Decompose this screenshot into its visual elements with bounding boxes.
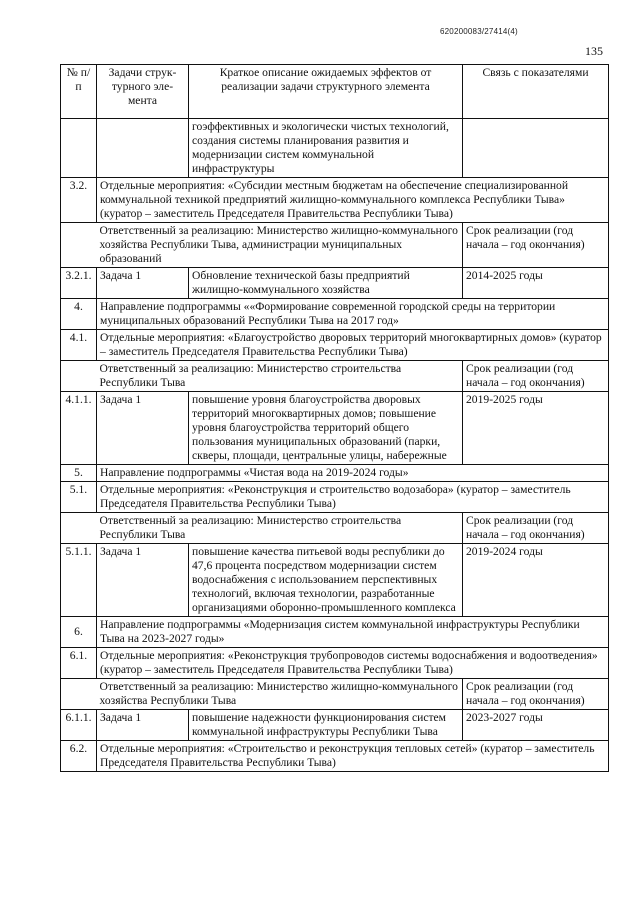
- cell-empty: [61, 223, 97, 268]
- header-num: № п/п: [61, 65, 97, 119]
- cell-num: 6.1.: [61, 648, 97, 679]
- table-row: [61, 513, 609, 544]
- cell-num: 6.1.1.: [61, 710, 97, 741]
- cell-empty: [61, 513, 97, 544]
- cell-responsible: Ответственный за реализацию: Министерство жилищно-коммунального хозяйства Республики Тыва, администрации муниципальных образований: [97, 223, 463, 268]
- table-row: [61, 710, 609, 741]
- table-row: [61, 268, 609, 299]
- table-row: [61, 119, 609, 178]
- cell-measure: Отдельные мероприятия: «Реконструкция и строительство водозабора» (куратор – заместитель Председателя Правительства Республики Тыва): [97, 482, 609, 513]
- cell-num: 4.1.: [61, 330, 97, 361]
- header-description: Краткое описание ожидаемых эффектов от реализации задачи структурного элемента: [189, 65, 463, 119]
- cell-measure: Отдельные мероприятия: «Строительство и реконструкция тепловых сетей» (куратор – заместитель Председателя Правительства Республики Тыва): [97, 741, 609, 772]
- cell-num: 5.1.: [61, 482, 97, 513]
- table-row: [61, 741, 609, 772]
- cell-term: Срок реализации (год начала – год окончания): [463, 513, 609, 544]
- cell-num: 6.: [61, 617, 97, 648]
- table-row: [61, 482, 609, 513]
- cell-empty: [97, 119, 189, 178]
- cell-link: 2023-2027 годы: [463, 710, 609, 741]
- cell-num: 3.2.: [61, 178, 97, 223]
- table-row: [61, 679, 609, 710]
- table-row: [61, 361, 609, 392]
- header-link: Связь с показателями: [463, 65, 609, 119]
- table-row: [61, 544, 609, 617]
- cell-task: Задача 1: [97, 268, 189, 299]
- cell-empty: [61, 361, 97, 392]
- cell-direction: Направление подпрограммы ««Формирование современной городской среды на территории муниципальных образований Республики Тыва на 2017 год»: [97, 299, 609, 330]
- cell-link: 2019-2024 годы: [463, 544, 609, 617]
- cell-term: Срок реализации (год начала – год окончания): [463, 679, 609, 710]
- cell-num: 4.1.1.: [61, 392, 97, 465]
- table-row: [61, 178, 609, 223]
- cell-description: повышение надежности функционирования систем коммунальной инфраструктуры Республики Тыва: [189, 710, 463, 741]
- cell-description: повышение качества питьевой воды республики до 47,6 процента посредством модернизации систем водоснабжения с использованием перспективных технологий, включая технологии, разработанные организациями оборонно-промышленного комплекса: [189, 544, 463, 617]
- cell-description: повышение уровня благоустройства дворовых территорий многоквартирных домов; повышение уровня благоустройства территорий общего пользования муниципальных образований (парки, скверы, площади, центральные улицы, набережные: [189, 392, 463, 465]
- cell-task: Задача 1: [97, 544, 189, 617]
- table-row: [61, 223, 609, 268]
- table-row: [61, 648, 609, 679]
- cell-measure: Отдельные мероприятия: «Субсидии местным бюджетам на обеспечение специализированной коммунальной техникой предприятий жилищно-коммунального комплекса Республики Тыва» (куратор – заместитель Председателя Правительства Республики Тыва): [97, 178, 609, 223]
- cell-empty: [61, 119, 97, 178]
- cell-direction: Направление подпрограммы «Чистая вода на 2019-2024 годы»: [97, 465, 609, 482]
- cell-num: 5.: [61, 465, 97, 482]
- cell-direction: Направление подпрограммы «Модернизация систем коммунальной инфраструктуры Республики Тыва на 2023-2027 годы»: [97, 617, 609, 648]
- table-row: [61, 299, 609, 330]
- cell-term: Срок реализации (год начала – год окончания): [463, 223, 609, 268]
- document-id: 620200083/27414(4): [440, 27, 518, 36]
- cell-responsible: Ответственный за реализацию: Министерство строительства Республики Тыва: [97, 361, 463, 392]
- cell-description: Обновление технической базы предприятий жилищно-коммунального хозяйства: [189, 268, 463, 299]
- cell-num: 4.: [61, 299, 97, 330]
- cell-link: 2014-2025 годы: [463, 268, 609, 299]
- cell-description: гоэффективных и экологически чистых технологий, создания системы планирования развития и модернизации систем коммунальной инфраструктуры: [189, 119, 463, 178]
- cell-num: 3.2.1.: [61, 268, 97, 299]
- program-table: [60, 64, 609, 772]
- cell-link: 2019-2025 годы: [463, 392, 609, 465]
- cell-task: Задача 1: [97, 710, 189, 741]
- cell-measure: Отдельные мероприятия: «Реконструкция трубопроводов системы водоснабжения и водоотведения» (куратор – заместитель Председателя Правительства Республики Тыва): [97, 648, 609, 679]
- cell-term: Срок реализации (год начала – год окончания): [463, 361, 609, 392]
- table-row: [61, 392, 609, 465]
- cell-task: Задача 1: [97, 392, 189, 465]
- table-header-row: [61, 65, 609, 119]
- cell-empty: [463, 119, 609, 178]
- cell-responsible: Ответственный за реализацию: Министерство строительства Республики Тыва: [97, 513, 463, 544]
- header-tasks: Задачи струк-турного эле-мента: [97, 65, 189, 119]
- page-number: 135: [585, 44, 603, 58]
- cell-empty: [61, 679, 97, 710]
- cell-num: 6.2.: [61, 741, 97, 772]
- cell-measure: Отдельные мероприятия: «Благоустройство дворовых территорий многоквартирных домов» (куратор – заместитель Председателя Правительства Республики Тыва): [97, 330, 609, 361]
- cell-num: 5.1.1.: [61, 544, 97, 617]
- cell-responsible: Ответственный за реализацию: Министерство жилищно-коммунального хозяйства Республики Тыва: [97, 679, 463, 710]
- table-row: [61, 617, 609, 648]
- table-row: [61, 465, 609, 482]
- table-row: [61, 330, 609, 361]
